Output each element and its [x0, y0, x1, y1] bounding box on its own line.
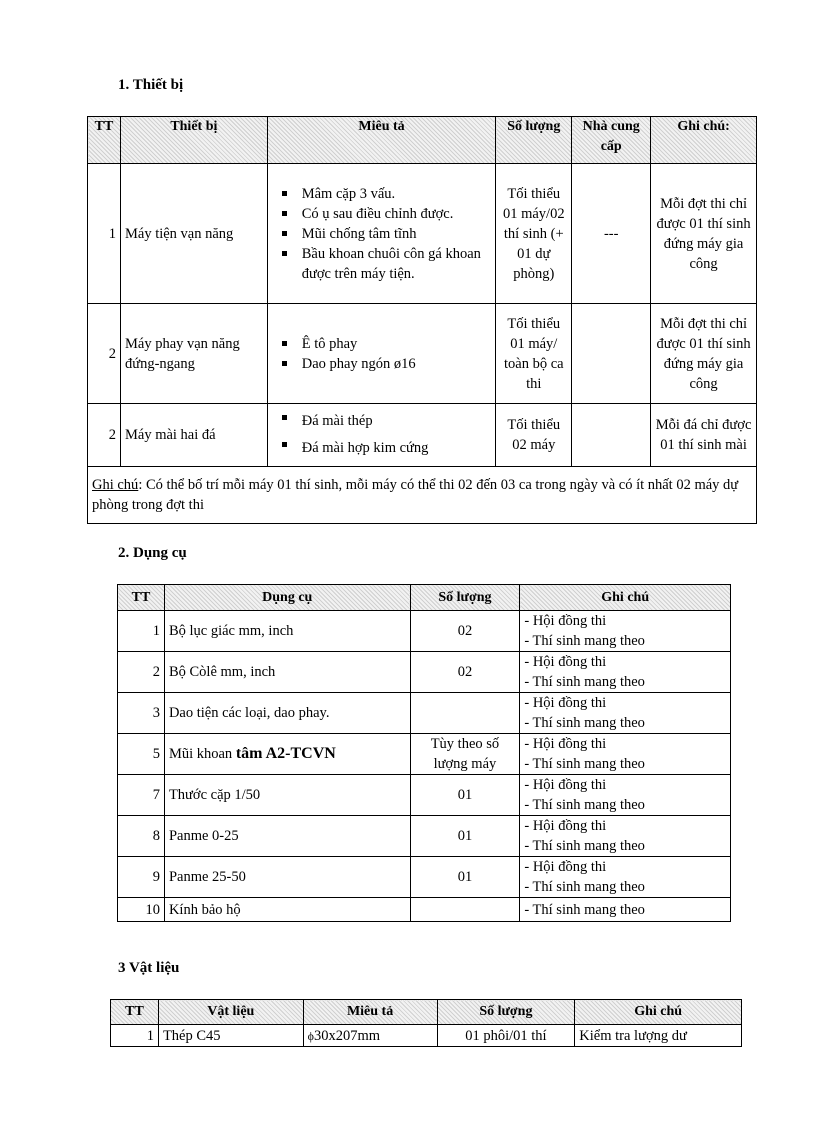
note-line: - Thí sinh mang theo — [524, 756, 645, 772]
tool-note — [520, 611, 731, 652]
material-size: 30x207mm — [313, 1027, 381, 1044]
table-row — [88, 304, 757, 404]
tool-name: Panme 25-50 — [164, 857, 410, 898]
row-tt: 3 — [118, 693, 165, 734]
row-tt: 9 — [118, 857, 165, 898]
row-tt: 1 — [88, 164, 121, 304]
list-item: Có ụ sau điều chỉnh được. — [278, 204, 492, 224]
equipment-name: Máy phay vạn năng đứng-ngang — [120, 304, 267, 404]
tool-note — [520, 734, 731, 775]
col-header-tt: TT — [111, 1000, 159, 1025]
note-label: Ghi chú — [92, 477, 139, 493]
row-tt: 1 — [111, 1025, 159, 1047]
equipment-note-text — [88, 467, 757, 524]
tool-quantity: 02 — [410, 611, 520, 652]
tool-quantity: 01 — [410, 816, 520, 857]
col-header-quantity: Số lượng — [410, 585, 520, 611]
equipment-name: Máy mài hai đá — [120, 404, 267, 467]
equipment-supplier — [572, 304, 651, 404]
equipment-description — [267, 404, 496, 467]
tool-name: Kính bảo hộ — [164, 898, 410, 922]
note-line: - Thí sinh mang theo — [524, 715, 645, 731]
tool-name: Bộ Còlê mm, inch — [164, 652, 410, 693]
materials-table — [110, 999, 742, 1047]
note-line: - Hội đồng thi — [524, 695, 607, 711]
tool-name: Panme 0-25 — [164, 816, 410, 857]
tool-quantity: 01 — [410, 775, 520, 816]
col-header-note: Ghi chú — [520, 585, 731, 611]
col-header-supplier: Nhà cung cấp — [572, 117, 651, 164]
row-tt: 5 — [118, 734, 165, 775]
table-row — [118, 734, 731, 775]
equipment-supplier: --- — [572, 164, 651, 304]
note-line: - Hội đồng thi — [524, 654, 607, 670]
row-tt: 7 — [118, 775, 165, 816]
row-tt: 2 — [88, 304, 121, 404]
col-header-material: Vật liệu — [158, 1000, 303, 1025]
tool-quantity — [410, 693, 520, 734]
col-header-equipment: Thiết bị — [120, 117, 267, 164]
note-body: : Có thể bố trí mỗi máy 01 thí sinh, mỗi máy có thể thi 02 đến 03 ca trong ngày và có ít nhất 02 máy dự phòng trong đợt thi — [92, 477, 739, 513]
material-description — [303, 1025, 437, 1047]
note-line: - Hội đồng thi — [524, 818, 607, 834]
tool-name-plain: Mũi khoan — [168, 746, 236, 762]
tool-note — [520, 693, 731, 734]
equipment-description — [267, 164, 496, 304]
equipment-table — [87, 116, 757, 524]
tool-note — [520, 816, 731, 857]
tool-name: Dao tiện các loại, dao phay. — [164, 693, 410, 734]
table-row — [118, 898, 731, 922]
table-row — [118, 816, 731, 857]
material-quantity: 01 phôi/01 thí — [437, 1025, 575, 1047]
list-item: Dao phay ngón ø16 — [278, 354, 492, 374]
table-row — [88, 164, 757, 304]
section3-heading: 3 Vật liệu — [118, 960, 180, 976]
col-header-note: Ghi chú: — [651, 117, 757, 164]
row-tt: 10 — [118, 898, 165, 922]
table-row — [111, 1025, 742, 1047]
section1-heading: 1. Thiết bị — [118, 77, 184, 93]
note-line: - Thí sinh mang theo — [524, 838, 645, 854]
list-item: Mũi chống tâm tĩnh — [278, 224, 492, 244]
table-row — [88, 404, 757, 467]
note-line: - Thí sinh mang theo — [524, 879, 645, 895]
diameter-symbol: ϕ — [307, 1028, 314, 1043]
table-row — [118, 857, 731, 898]
table-row — [118, 693, 731, 734]
material-note: Kiểm tra lượng dư — [575, 1025, 742, 1047]
tool-quantity — [410, 898, 520, 922]
col-header-tt: TT — [88, 117, 121, 164]
equipment-note: Mỗi đợt thi chỉ được 01 thí sinh đứng máy gia công — [651, 164, 757, 304]
tool-note — [520, 652, 731, 693]
table-row — [118, 652, 731, 693]
col-header-description: Miêu tả — [267, 117, 496, 164]
tool-quantity: 01 — [410, 857, 520, 898]
note-line: - Thí sinh mang theo — [524, 633, 645, 649]
note-line: - Thí sinh mang theo — [524, 901, 645, 918]
list-item: Đá mài hợp kim cứng — [278, 435, 492, 462]
section2-heading: 2. Dụng cụ — [118, 545, 187, 561]
note-line: - Thí sinh mang theo — [524, 797, 645, 813]
col-header-tool: Dụng cụ — [164, 585, 410, 611]
tool-note — [520, 898, 731, 922]
note-line: - Hội đồng thi — [524, 613, 607, 629]
equipment-note: Mỗi đợt thi chỉ được 01 thí sinh đứng máy gia công — [651, 304, 757, 404]
equipment-name: Máy tiện vạn năng — [120, 164, 267, 304]
equipment-note: Mỗi đá chỉ được 01 thí sinh mài — [651, 404, 757, 467]
equipment-description — [267, 304, 496, 404]
col-header-quantity: Số lượng — [437, 1000, 575, 1025]
list-item: Bầu khoan chuôi côn gá khoan được trên máy tiện. — [278, 244, 492, 284]
tools-table — [117, 584, 731, 922]
col-header-description: Miêu tả — [303, 1000, 437, 1025]
tool-name — [164, 734, 410, 775]
tool-name: Thước cặp 1/50 — [164, 775, 410, 816]
note-line: - Hội đồng thi — [524, 736, 607, 752]
table-row — [118, 611, 731, 652]
row-tt: 8 — [118, 816, 165, 857]
list-item: Mâm cặp 3 vấu. — [278, 184, 492, 204]
row-tt: 1 — [118, 611, 165, 652]
equipment-supplier — [572, 404, 651, 467]
equipment-quantity: Tối thiểu 01 máy/ toàn bộ ca thi — [496, 304, 572, 404]
note-line: - Thí sinh mang theo — [524, 674, 645, 690]
tool-note — [520, 775, 731, 816]
equipment-quantity: Tối thiểu 01 máy/02 thí sinh (+ 01 dự phòng) — [496, 164, 572, 304]
tool-note — [520, 857, 731, 898]
tool-name-bold: tâm A2-TCVN — [235, 745, 336, 762]
note-line: - Hội đồng thi — [524, 859, 607, 875]
list-item: Ê tô phay — [278, 334, 492, 354]
tool-name: Bộ lục giác mm, inch — [164, 611, 410, 652]
col-header-quantity: Số lượng — [496, 117, 572, 164]
col-header-tt: TT — [118, 585, 165, 611]
tool-quantity: 02 — [410, 652, 520, 693]
row-tt: 2 — [118, 652, 165, 693]
list-item: Đá mài thép — [278, 408, 492, 435]
equipment-quantity: Tối thiểu 02 máy — [496, 404, 572, 467]
col-header-note: Ghi chú — [575, 1000, 742, 1025]
note-line: - Hội đồng thi — [524, 777, 607, 793]
table-row — [118, 775, 731, 816]
row-tt: 2 — [88, 404, 121, 467]
table-note-row — [88, 467, 757, 524]
tool-quantity: Tùy theo số lượng máy — [410, 734, 520, 775]
material-name: Thép C45 — [158, 1025, 303, 1047]
